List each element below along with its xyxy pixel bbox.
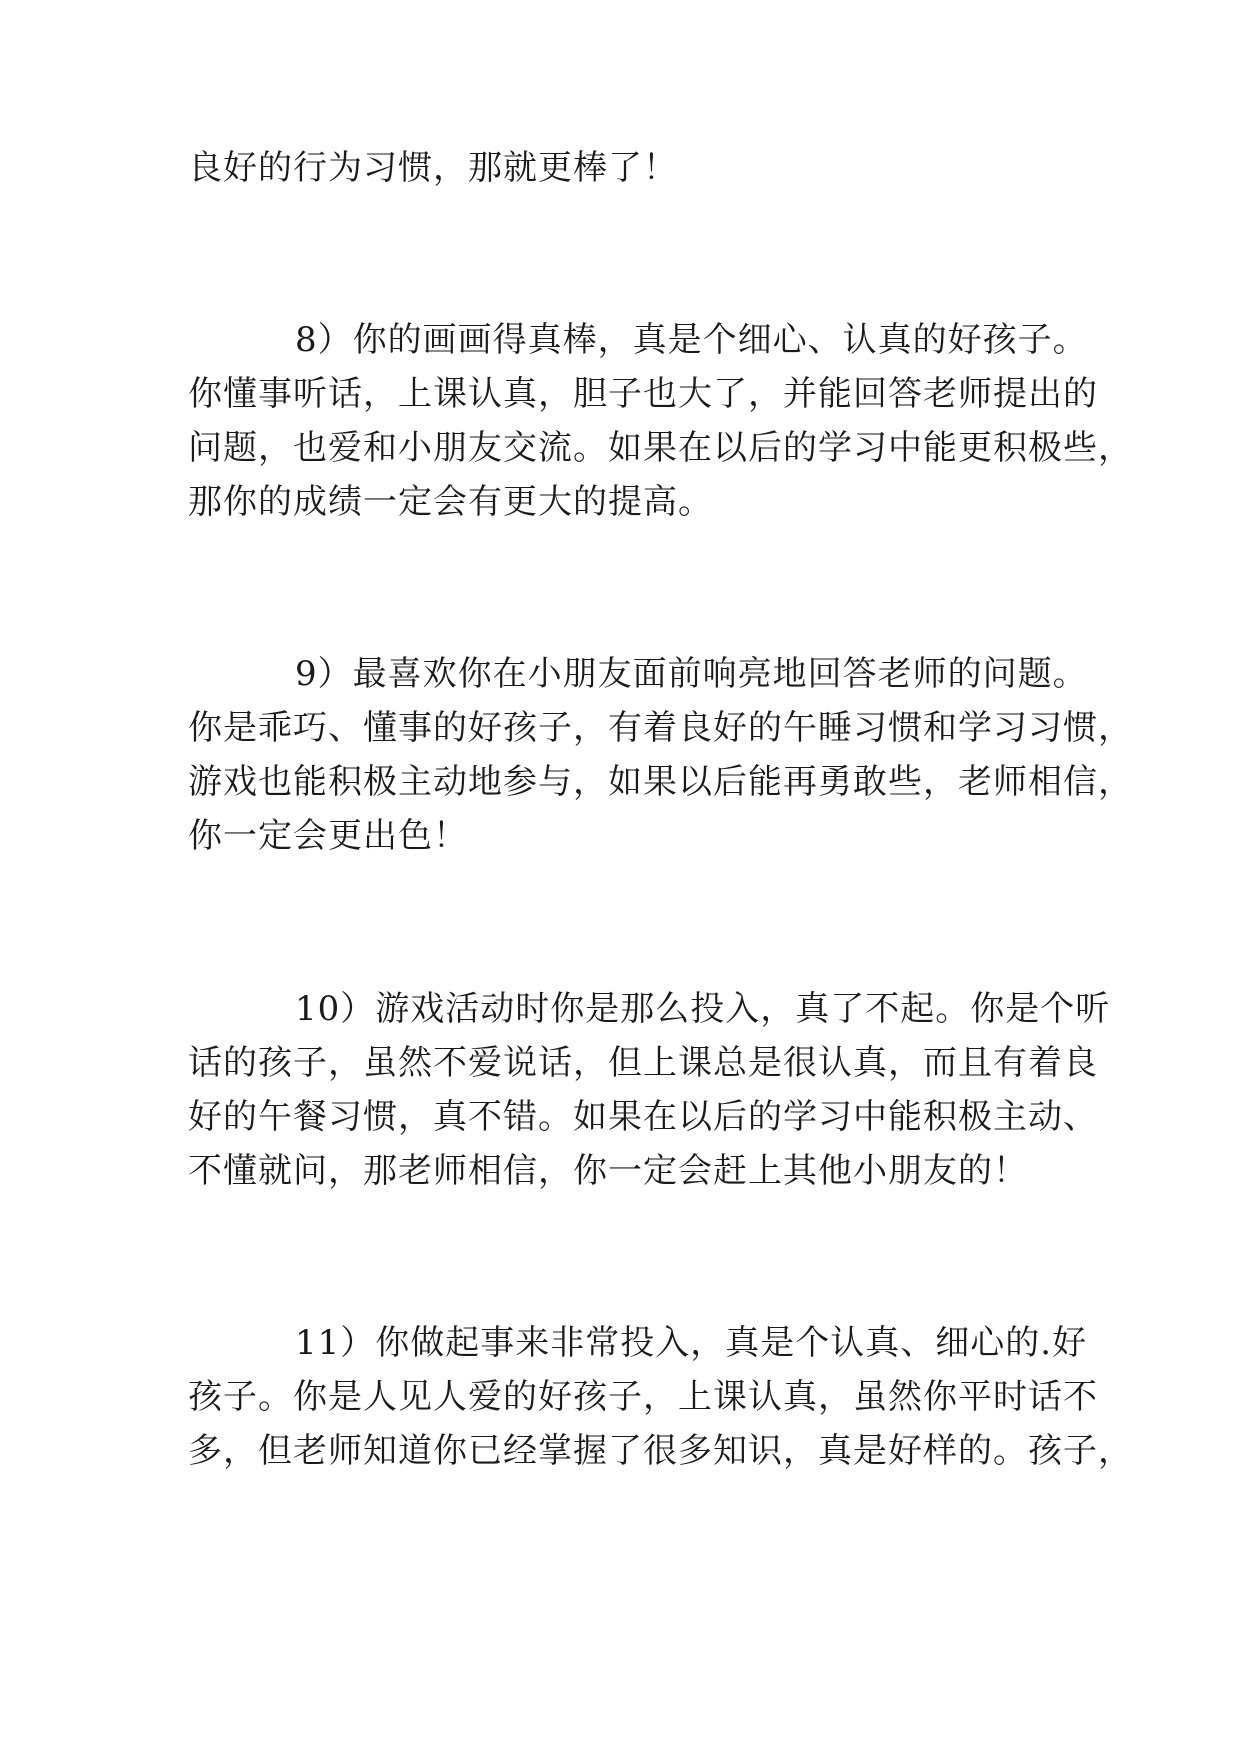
paragraph-line: 问题，也爱和小朋友交流。如果在以后的学习中能更积极些， [188, 428, 1133, 468]
paragraph-line: 11）你做起事来非常投入，真是个认真、细心的.好 [295, 1323, 1088, 1363]
paragraph-line: 你是乖巧、懂事的好孩子，有着良好的午睡习惯和学习习惯， [188, 708, 1133, 748]
paragraph-line: 那你的成绩一定会有更大的提高。 [188, 482, 713, 522]
paragraph-line: 多，但老师知道你已经掌握了很多知识，真是好样的。孩子， [188, 1431, 1133, 1471]
paragraph-line: 9）最喜欢你在小朋友面前响亮地回答老师的问题。 [295, 654, 1088, 694]
paragraph-line: 不懂就问，那老师相信，你一定会赶上其他小朋友的！ [188, 1151, 1028, 1191]
paragraph-line: 话的孩子，虽然不爱说话，但上课总是很认真，而且有着良 [188, 1043, 1098, 1083]
paragraph-line: 游戏也能积极主动地参与，如果以后能再勇敢些，老师相信， [188, 762, 1133, 802]
paragraph-line: 孩子。你是人见人爱的好孩子，上课认真，虽然你平时话不 [188, 1377, 1098, 1417]
paragraph-line: 10）游戏活动时你是那么投入，真了不起。你是个听 [295, 989, 1111, 1029]
paragraph-line: 良好的行为习惯，那就更棒了！ [188, 148, 678, 188]
paragraph-line: 好的午餐习惯，真不错。如果在以后的学习中能积极主动、 [188, 1097, 1098, 1137]
paragraph-line: 你懂事听话，上课认真，胆子也大了，并能回答老师提出的 [188, 374, 1098, 414]
paragraph-line: 你一定会更出色！ [188, 816, 468, 856]
paragraph-line: 8）你的画画得真棒，真是个细心、认真的好孩子。 [295, 320, 1088, 360]
